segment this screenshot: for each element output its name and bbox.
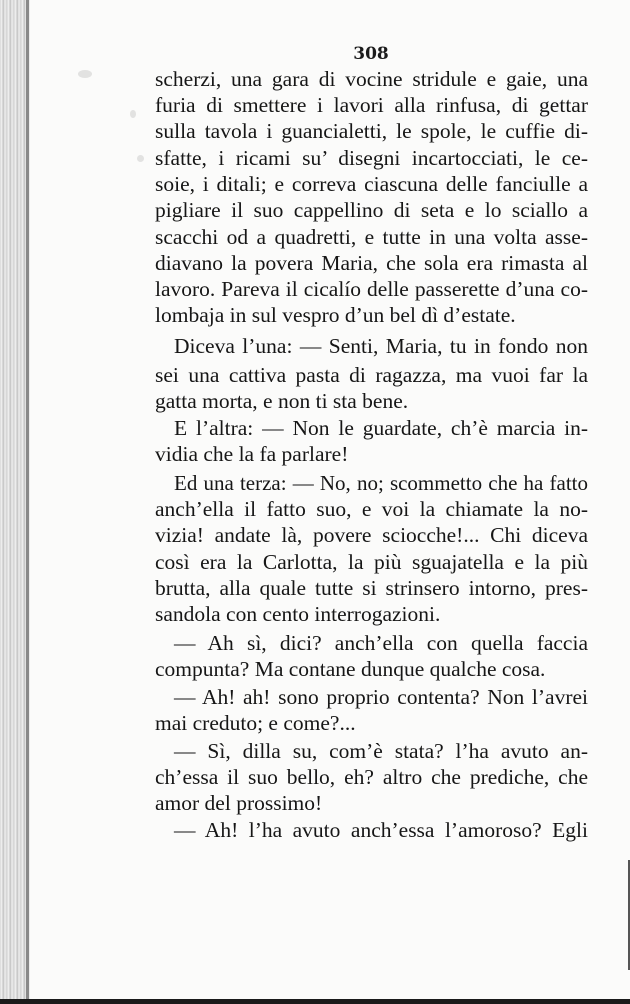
text-line: — Sì, dilla su, com’è stata? l’ha avuto an- (174, 739, 588, 763)
text-line: sandola con cento interrogazioni. (155, 602, 441, 626)
text-line: — Ah! l’ha avuto anch’essa l’amoroso? Egli (174, 818, 588, 842)
page-number: 308 (353, 44, 389, 64)
text-line: Diceva l’una: — Senti, Maria, tu in fondo non (174, 334, 588, 358)
text-line: pigliare il suo cappellino di seta e lo sciallo a (155, 198, 588, 222)
text-line: scacchi od a quadretti, e tutte in una volta asse- (155, 225, 588, 249)
text-line: sulla tavola i guancialetti, le spole, le cuffie di- (155, 119, 588, 143)
text-line: Ed una terza: — No, no; scommetto che ha fatto (174, 471, 588, 495)
text-line: mai creduto; e come?... (155, 711, 356, 735)
smudge (137, 155, 144, 162)
text-line: sfatte, i ricami su’ disegni incartocciati, le ce- (155, 146, 588, 170)
text-line: sei una cattiva pasta di ragazza, ma vuoi far la (155, 363, 588, 387)
text-line: ch’essa il suo bello, eh? altro che prediche, che (155, 765, 588, 789)
text-line: così era la Carlotta, la più sguajatella e la più (155, 550, 588, 574)
text-line: furia di smettere i lavori alla rinfusa, di gettar (155, 93, 588, 117)
text-line: soie, i ditali; e correva ciascuna delle fanciulle a (155, 172, 588, 196)
text-line: anch’ella il fatto suo, e voi la chiamate la no- (155, 497, 588, 521)
text-line: vizia! andate là, povere sciocche!... Chi diceva (155, 523, 588, 547)
text-line: lombaja in sul vespro d’un bel dì d’estate. (155, 303, 516, 327)
text-line: lavoro. Pareva il cicalío delle passerette d’una co- (155, 277, 588, 301)
text-line: — Ah! ah! sono proprio contenta? Non l’avrei (174, 685, 588, 709)
text-line: compunta? Ma contane dunque qualche cosa. (155, 657, 546, 681)
text-line: brutta, alla quale tutte si strinsero intorno, pres- (155, 576, 588, 600)
text-line: gatta morta, e non ti sta bene. (155, 389, 409, 413)
text-line: vidia che la fa parlare! (155, 442, 349, 466)
page-edge-bottom (0, 999, 630, 1004)
text-line: diavano la povera Maria, che sola era rimasta al (155, 251, 588, 275)
gutter-edge (26, 0, 29, 1004)
text-line: scherzi, una gara di vocine stridule e gaie, una (155, 67, 588, 91)
smudge (130, 110, 136, 118)
smudge (78, 70, 92, 78)
text-line: E l’altra: — Non le guardate, ch’è marcia in- (174, 416, 588, 440)
text-line: — Ah sì, dici? anch’ella con quella faccia (174, 631, 588, 655)
text-line: amor del prossimo! (155, 791, 323, 815)
